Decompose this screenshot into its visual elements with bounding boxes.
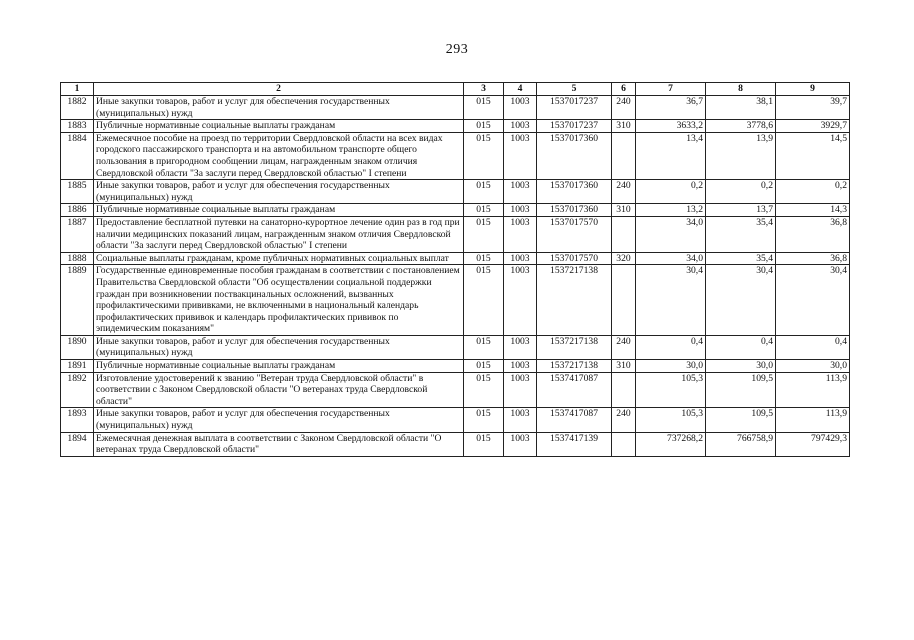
code-target-article: 1537417087 (537, 408, 612, 432)
value-col-7: 3633,2 (636, 120, 706, 133)
value-col-9: 30,0 (776, 360, 850, 373)
value-col-8: 35,4 (706, 216, 776, 252)
table-row (61, 180, 850, 204)
value-col-9: 30,4 (776, 265, 850, 336)
code-section: 1003 (504, 265, 537, 336)
code-expense-type (612, 132, 636, 179)
code-section: 1003 (504, 335, 537, 359)
value-col-7: 34,0 (636, 252, 706, 265)
code-ministry: 015 (464, 180, 504, 204)
table-row (61, 132, 850, 179)
code-ministry: 015 (464, 265, 504, 336)
row-description: Публичные нормативные социальные выплаты гражданам (94, 204, 464, 217)
value-col-7: 0,4 (636, 335, 706, 359)
value-col-7: 30,0 (636, 360, 706, 373)
value-col-8: 109,5 (706, 408, 776, 432)
row-description: Публичные нормативные социальные выплаты гражданам (94, 360, 464, 373)
row-number: 1886 (61, 204, 94, 217)
table-row (61, 432, 850, 456)
row-number: 1889 (61, 265, 94, 336)
code-ministry: 015 (464, 96, 504, 120)
row-number: 1892 (61, 372, 94, 408)
value-col-8: 30,0 (706, 360, 776, 373)
value-col-8: 13,9 (706, 132, 776, 179)
value-col-9: 14,3 (776, 204, 850, 217)
code-expense-type: 320 (612, 252, 636, 265)
row-description: Ежемесячная денежная выплата в соответствии с Законом Свердловской области "О ветеранах труда Свердловской области" (94, 432, 464, 456)
row-description: Иные закупки товаров, работ и услуг для обеспечения государственных (муниципальных) нужд (94, 96, 464, 120)
value-col-9: 36,8 (776, 252, 850, 265)
value-col-7: 13,2 (636, 204, 706, 217)
value-col-7: 13,4 (636, 132, 706, 179)
code-section: 1003 (504, 252, 537, 265)
value-col-9: 14,5 (776, 132, 850, 179)
code-target-article: 1537017360 (537, 180, 612, 204)
row-description: Изготовление удостоверений к званию "Ветеран труда Свердловской области" в соответствии с Законом Свердловской области "О ветеранах труда Свердловской области" (94, 372, 464, 408)
code-ministry: 015 (464, 252, 504, 265)
row-number: 1893 (61, 408, 94, 432)
column-header: 1 (61, 83, 94, 96)
code-section: 1003 (504, 120, 537, 133)
table-row (61, 216, 850, 252)
table-row (61, 408, 850, 432)
column-header: 7 (636, 83, 706, 96)
row-number: 1890 (61, 335, 94, 359)
value-col-9: 3929,7 (776, 120, 850, 133)
row-description: Иные закупки товаров, работ и услуг для обеспечения государственных (муниципальных) нужд (94, 335, 464, 359)
code-section: 1003 (504, 216, 537, 252)
table-row (61, 265, 850, 336)
value-col-9: 113,9 (776, 408, 850, 432)
value-col-8: 0,2 (706, 180, 776, 204)
row-number: 1888 (61, 252, 94, 265)
code-ministry: 015 (464, 432, 504, 456)
row-number: 1891 (61, 360, 94, 373)
code-target-article: 1537417139 (537, 432, 612, 456)
code-expense-type: 310 (612, 360, 636, 373)
value-col-8: 3778,6 (706, 120, 776, 133)
table-row (61, 335, 850, 359)
value-col-7: 105,3 (636, 408, 706, 432)
value-col-9: 0,2 (776, 180, 850, 204)
table-row (61, 372, 850, 408)
code-expense-type: 310 (612, 120, 636, 133)
code-target-article: 1537017570 (537, 216, 612, 252)
value-col-7: 737268,2 (636, 432, 706, 456)
value-col-9: 36,8 (776, 216, 850, 252)
row-number: 1884 (61, 132, 94, 179)
code-target-article: 1537017360 (537, 132, 612, 179)
code-expense-type (612, 372, 636, 408)
table-row (61, 204, 850, 217)
code-ministry: 015 (464, 372, 504, 408)
code-ministry: 015 (464, 132, 504, 179)
code-section: 1003 (504, 432, 537, 456)
code-section: 1003 (504, 180, 537, 204)
code-expense-type: 240 (612, 96, 636, 120)
code-target-article: 1537217138 (537, 265, 612, 336)
value-col-7: 105,3 (636, 372, 706, 408)
code-target-article: 1537217138 (537, 360, 612, 373)
column-header: 6 (612, 83, 636, 96)
value-col-8: 35,4 (706, 252, 776, 265)
code-section: 1003 (504, 204, 537, 217)
table-row (61, 360, 850, 373)
table-row (61, 96, 850, 120)
code-target-article: 1537017237 (537, 96, 612, 120)
header-row (61, 83, 850, 96)
code-section: 1003 (504, 360, 537, 373)
column-header: 4 (504, 83, 537, 96)
code-ministry: 015 (464, 408, 504, 432)
row-number: 1883 (61, 120, 94, 133)
row-description: Публичные нормативные социальные выплаты гражданам (94, 120, 464, 133)
value-col-9: 0,4 (776, 335, 850, 359)
value-col-7: 30,4 (636, 265, 706, 336)
code-expense-type (612, 216, 636, 252)
table-row (61, 252, 850, 265)
value-col-8: 0,4 (706, 335, 776, 359)
code-target-article: 1537017237 (537, 120, 612, 133)
column-header: 8 (706, 83, 776, 96)
code-ministry: 015 (464, 204, 504, 217)
column-header: 2 (94, 83, 464, 96)
code-ministry: 015 (464, 360, 504, 373)
budget-table (60, 82, 850, 457)
value-col-7: 34,0 (636, 216, 706, 252)
code-expense-type (612, 432, 636, 456)
row-number: 1894 (61, 432, 94, 456)
value-col-9: 39,7 (776, 96, 850, 120)
row-description: Предоставление бесплатной путевки на санаторно-курортное лечение один раз в год при наличии медицинских показаний лицам, награжденным знаком отличия Свердловской области "За заслуги перед Свердловской областью" I степени (94, 216, 464, 252)
column-header: 5 (537, 83, 612, 96)
code-expense-type: 310 (612, 204, 636, 217)
code-section: 1003 (504, 96, 537, 120)
code-expense-type (612, 265, 636, 336)
value-col-8: 38,1 (706, 96, 776, 120)
code-target-article: 1537017570 (537, 252, 612, 265)
row-description: Иные закупки товаров, работ и услуг для обеспечения государственных (муниципальных) нужд (94, 180, 464, 204)
code-target-article: 1537217138 (537, 335, 612, 359)
row-description: Ежемесячное пособие на проезд по территории Свердловской области на всех видах городского пассажирского транспорта и на автомобильном транспорте общего пользования в пригородном сообщении лицам, награжденным знаком отличия Свердловской области "За заслуги перед Свердловской областью" I степени (94, 132, 464, 179)
value-col-7: 0,2 (636, 180, 706, 204)
code-ministry: 015 (464, 335, 504, 359)
row-description: Иные закупки товаров, работ и услуг для обеспечения государственных (муниципальных) нужд (94, 408, 464, 432)
code-ministry: 015 (464, 120, 504, 133)
code-section: 1003 (504, 372, 537, 408)
row-description: Государственные единовременные пособия гражданам в соответствии с постановлением Правительства Свердловской области "Об осуществлении социальной поддержки граждан при возникновении поствакцинальных осложнений, вызванных профилактическими прививками, не включенными в национальный календарь профилактических прививок и календарь профилактических прививок по эпидемическим показаниям" (94, 265, 464, 336)
page-number: 293 (445, 42, 469, 57)
code-section: 1003 (504, 132, 537, 179)
code-ministry: 015 (464, 216, 504, 252)
column-header: 9 (776, 83, 850, 96)
value-col-9: 113,9 (776, 372, 850, 408)
value-col-8: 766758,9 (706, 432, 776, 456)
row-number: 1885 (61, 180, 94, 204)
code-expense-type: 240 (612, 180, 636, 204)
code-target-article: 1537017360 (537, 204, 612, 217)
row-number: 1887 (61, 216, 94, 252)
table-body (61, 96, 850, 457)
value-col-7: 36,7 (636, 96, 706, 120)
code-expense-type: 240 (612, 335, 636, 359)
code-target-article: 1537417087 (537, 372, 612, 408)
code-expense-type: 240 (612, 408, 636, 432)
row-number: 1882 (61, 96, 94, 120)
value-col-9: 797429,3 (776, 432, 850, 456)
value-col-8: 30,4 (706, 265, 776, 336)
value-col-8: 13,7 (706, 204, 776, 217)
value-col-8: 109,5 (706, 372, 776, 408)
column-header: 3 (464, 83, 504, 96)
code-section: 1003 (504, 408, 537, 432)
table-row (61, 120, 850, 133)
row-description: Социальные выплаты гражданам, кроме публичных нормативных социальных выплат (94, 252, 464, 265)
